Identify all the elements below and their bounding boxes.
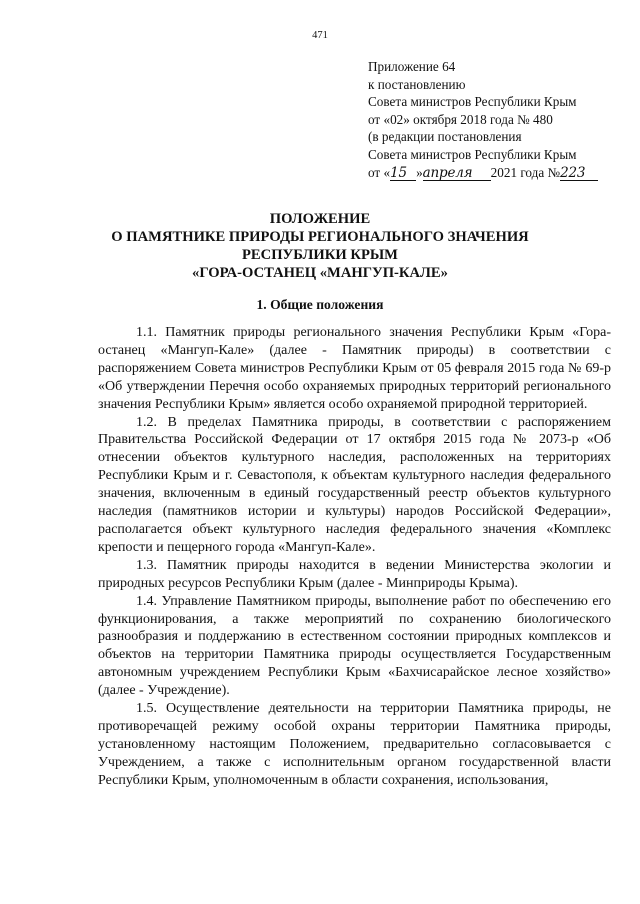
appendix-amendment-line [368,164,598,182]
handwritten-month: апреля [423,167,491,181]
page-number: 471 [312,30,328,41]
appendix-line: Совета министров Республики Крым [368,146,577,162]
document-body [98,324,611,790]
paragraph: 1.2. В пределах Памятника природы, в соответствии с распоряжением Правительства Российской Федерации от 17 октября 2015 года № 2073-р «Об отнесении объектов культурного наследия, расположенных на территориях Республики Крым и г. Севастополя, к объектам культурного наследия федерального значения, включенным в единый государственный реестр объектов культурного наследия (памятников истории и культуры) народов Российской Федерации», располагается объект культурного наследия федерального значения «Комплекс крепости и пещерного города «Мангуп-Кале». [98,414,611,555]
appendix-line: от «02» октября 2018 года № 480 [368,111,553,127]
paragraph: 1.1. Памятник природы регионального значения Республики Крым «Гора-останец «Мангуп-Кале» (далее - Памятник природы) в соответствии с распоряжением Совета министров Республики Крым от 05 февраля 2015 года № 69-р «Об утверждении Перечня особо охраняемых природных территорий регионального значения Республики Крым» является особо охраняемой природной территорией. [98,325,611,412]
appendix-block [368,58,598,181]
paragraph: 1.3. Памятник природы находится в ведении Министерства экологии и природных ресурсов Республики Крым (далее - Минприроды Крыма). [98,557,611,591]
handwritten-number: 223 [560,167,598,181]
handwritten-day: 15 [390,167,416,181]
amendment-prefix: от « [368,164,391,180]
amendment-quote: » [416,164,423,180]
title-line: РЕСПУБЛИКИ КРЫМ [242,247,398,263]
paragraph: 1.5. Осуществление деятельности на территории Памятника природы, не противоречащей режиму особой охраны территории Памятника природы, установленному настоящим Положением, предварительно согласовывается с Учреждением, а также с исполнительным органом государственной власти Республики Крым, уполномоченным в области сохранения, использования, [98,701,611,788]
appendix-line: Совета министров Республики Крым [368,94,577,110]
appendix-line: (в редакции постановления [368,129,522,145]
title-line: ПОЛОЖЕНИЕ [269,211,371,227]
title-line: О ПАМЯТНИКЕ ПРИРОДЫ РЕГИОНАЛЬНОГО ЗНАЧЕНИЯ [111,229,529,245]
appendix-line: к постановлению [368,76,466,92]
appendix-line: Приложение 64 [368,59,456,74]
title-line: «ГОРА-ОСТАНЕЦ «МАНГУП-КАЛЕ» [192,265,448,281]
amendment-year: 2021 года № [490,164,561,180]
paragraph: 1.4. Управление Памятником природы, выполнение работ по обеспечению его функционирования, а также мероприятий по сохранению биологического разнообразия и поддержанию в естественном состоянии природных комплексов и объектов на территории Памятника природы осуществляется Государственным автономным учреждением Республики Крым «Бахчисарайское лесное хозяйство» (далее - Учреждение). [98,593,611,699]
document-title [0,210,640,282]
section-heading: 1. Общие положения [256,297,384,312]
